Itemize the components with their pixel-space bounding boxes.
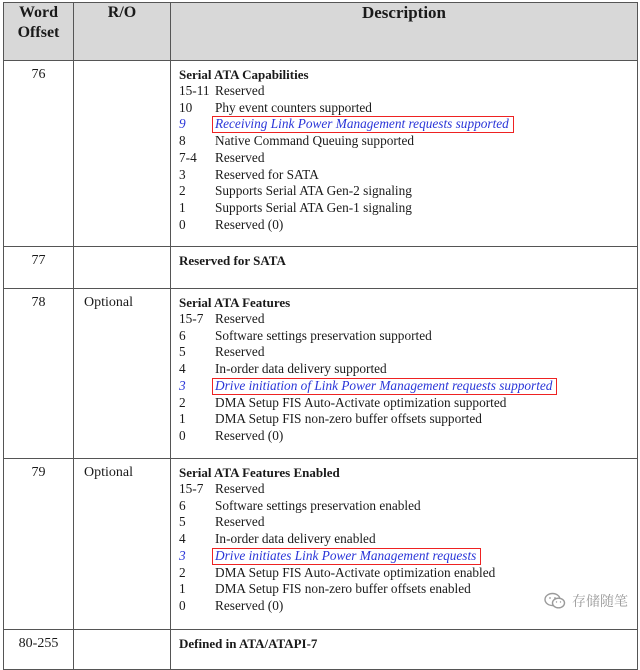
bit-description: Reserved (0): [215, 216, 284, 232]
bit-description: Software settings preservation supported: [215, 327, 432, 343]
table-row: [4, 289, 638, 459]
bit-row: [179, 150, 637, 167]
bit-list: [179, 83, 637, 233]
description-cell: [171, 61, 638, 247]
table-row: [4, 247, 638, 289]
bit-description: Drive initiation of Link Power Management requests supported: [212, 378, 557, 395]
sata-word-table: [3, 2, 638, 670]
description-cell: [171, 289, 638, 459]
description-cell: [171, 630, 638, 670]
highlighted-bit-row: [179, 378, 637, 395]
bit-number: 3: [179, 166, 186, 182]
bit-row: [179, 344, 637, 361]
bit-number: 10: [179, 99, 193, 115]
bit-description: DMA Setup FIS non-zero buffer offsets enabled: [215, 581, 471, 597]
row-title: Serial ATA Features Enabled: [179, 465, 340, 480]
bit-description: Native Command Queuing supported: [215, 133, 415, 149]
bit-number: 15-7: [179, 311, 204, 326]
word-offset-cell: 76: [4, 61, 74, 247]
bit-description: Reserved (0): [215, 427, 284, 443]
bit-row: [179, 167, 637, 184]
table-header-row: [4, 3, 638, 61]
header-word-offset: Word Offset: [4, 3, 74, 61]
bit-description: Phy event counters supported: [215, 99, 372, 115]
bit-row: [179, 531, 637, 548]
row-title: Serial ATA Capabilities: [179, 67, 309, 82]
bit-row: [179, 311, 637, 328]
bit-row: [179, 217, 637, 234]
bit-description: Reserved (0): [215, 597, 284, 613]
bit-number: 1: [179, 411, 186, 427]
bit-description: DMA Setup FIS Auto-Activate optimization supported: [215, 394, 507, 410]
bit-number: 8: [179, 133, 186, 149]
bit-row: [179, 328, 637, 345]
bit-description: Reserved for SATA: [215, 166, 319, 182]
bit-row: [179, 200, 637, 217]
bit-number: 1: [179, 581, 186, 597]
bit-description: Software settings preservation enabled: [215, 497, 421, 513]
table-row: [4, 61, 638, 247]
ro-cell: Optional: [74, 289, 171, 459]
bit-number: 9: [179, 116, 186, 132]
bit-row: [179, 411, 637, 428]
bit-number: 2: [179, 394, 186, 410]
word-offset-cell: 79: [4, 459, 74, 630]
bit-number: 0: [179, 597, 186, 613]
bit-description: Supports Serial ATA Gen-1 signaling: [215, 199, 412, 215]
bit-number: 2: [179, 564, 186, 580]
word-offset-cell: 80-255: [4, 630, 74, 670]
bit-list: [179, 311, 637, 445]
bit-number: 4: [179, 531, 186, 547]
bit-description: Receiving Link Power Management requests supported: [212, 116, 514, 133]
bit-number: 15-7: [179, 481, 204, 496]
bit-number: 3: [179, 377, 186, 393]
bit-number: 15-11: [179, 83, 210, 98]
bit-description: Reserved: [215, 514, 265, 530]
highlighted-bit-row: [179, 116, 637, 133]
wechat-icon: [544, 592, 566, 610]
bit-row: [179, 100, 637, 117]
bit-number: 5: [179, 514, 186, 530]
bit-number: 1: [179, 199, 186, 215]
bit-description: DMA Setup FIS Auto-Activate optimization enabled: [215, 564, 496, 580]
word-offset-cell: 77: [4, 247, 74, 289]
bit-number: 6: [179, 497, 186, 513]
bit-number: 3: [179, 547, 186, 563]
bit-row: [179, 428, 637, 445]
table-row: [4, 459, 638, 630]
row-title: Serial ATA Features: [179, 295, 291, 310]
bit-description: Reserved: [215, 149, 265, 165]
bit-number: 0: [179, 216, 186, 232]
bit-row: [179, 133, 637, 150]
bit-description: Reserved: [215, 311, 265, 326]
bit-description: DMA Setup FIS non-zero buffer offsets supported: [215, 411, 482, 427]
bit-row: [179, 83, 637, 100]
bit-number: 7-4: [179, 149, 197, 165]
bit-description: Drive initiates Link Power Management requests: [212, 548, 481, 565]
header-description: Description: [171, 3, 638, 61]
bit-row: [179, 395, 637, 412]
table-row: [4, 630, 638, 670]
ro-cell: [74, 630, 171, 670]
bit-description: Supports Serial ATA Gen-2 signaling: [215, 183, 412, 199]
bit-row: [179, 498, 637, 515]
bit-number: 4: [179, 361, 186, 377]
bit-description: Reserved: [215, 344, 265, 360]
bit-row: [179, 514, 637, 531]
row-title: Defined in ATA/ATAPI-7: [179, 636, 318, 651]
bit-row: [179, 481, 637, 498]
bit-description: Reserved: [215, 481, 265, 496]
bit-row: [179, 565, 637, 582]
ro-cell: [74, 247, 171, 289]
watermark: [544, 591, 628, 611]
highlighted-bit-row: [179, 548, 637, 565]
bit-number: 0: [179, 427, 186, 443]
row-title: Reserved for SATA: [179, 253, 286, 268]
ro-cell: [74, 61, 171, 247]
bit-row: [179, 183, 637, 200]
bit-number: 2: [179, 183, 186, 199]
bit-description: In-order data delivery supported: [215, 361, 387, 377]
bit-number: 6: [179, 327, 186, 343]
watermark-text: 存储随笔: [572, 594, 628, 610]
word-offset-cell: 78: [4, 289, 74, 459]
description-cell: [171, 247, 638, 289]
ro-cell: Optional: [74, 459, 171, 630]
bit-row: [179, 361, 637, 378]
header-ro: R/O: [74, 3, 171, 61]
bit-number: 5: [179, 344, 186, 360]
bit-description: In-order data delivery enabled: [215, 531, 376, 547]
bit-description: Reserved: [215, 83, 265, 98]
